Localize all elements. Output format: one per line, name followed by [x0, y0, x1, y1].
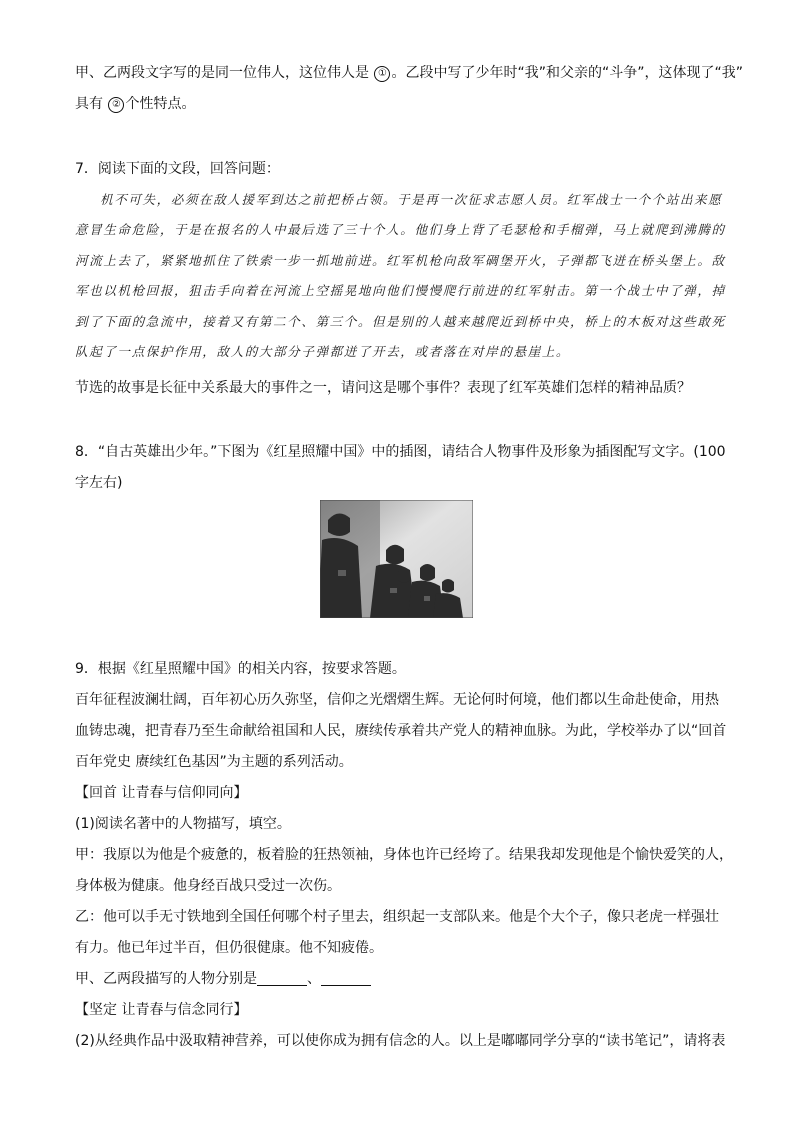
- passage-line: 军也以机枪回报，狙击手向着在河流上空摇晃地向他们慢慢爬行前进的红军射击。第一个战士中了弹，掉: [75, 283, 726, 299]
- passage-line: 河流上去了，紧紧地抓住了铁索一步一抓地前进。红军机枪向敌军碉堡开火，子弹都飞迸在桥头堡上。敌: [75, 252, 726, 268]
- answer-blank-2[interactable]: [321, 971, 371, 986]
- passage-line: 到了下面的急流中，接着又有第二个、第三个。但是别的人越来越爬近到桥中央，桥上的木板对这些敢死: [75, 313, 726, 329]
- q6-line-2: 具有 ② 个性特点。: [75, 96, 196, 112]
- sub-question-2: (2)从经典作品中汲取精神营养，可以使你成为拥有信念的人。以上是嘟嘟同学分享的“读书笔记”，请将表: [75, 1033, 726, 1049]
- q9-intro-line: 血铸忠魂，把青春乃至生命献给祖国和人民，赓续传承着共产党人的精神血脉。为此，学校举办了以“回首: [75, 723, 727, 739]
- passage-line: 意冒生命危险，于是在报名的人中最后选了三十个人。他们身上背了毛瑟枪和手榴弹，马上就爬到沸腾的: [75, 222, 726, 238]
- q6-line-1: 甲、乙两段文字写的是同一位伟人，这位伟人是 ① 。乙段中写了少年时“我”和父亲的“斗争”，这体现了“我”: [75, 65, 743, 81]
- answer-blank-1[interactable]: [257, 971, 307, 986]
- jia-line: 身体极为健康。他身经百战只受过一次伤。: [75, 878, 341, 894]
- sub-question-1: (1)阅读名著中的人物描写，填空。: [75, 816, 291, 832]
- jia-line: 甲：我原以为他是个疲惫的，板着脸的狂热领袖，身体也许已经垮了。结果我却发现他是个愉快爱笑的人，: [75, 847, 733, 863]
- red-army-youth-photo: [320, 500, 473, 618]
- q7-question-text: 节选的故事是长征中关系最大的事件之一，请问这是哪个事件？表现了红军英雄们怎样的精神品质？: [75, 380, 691, 396]
- q7-passage: [75, 185, 726, 367]
- q9-block: [75, 654, 733, 1057]
- q8-prompt: [75, 437, 726, 499]
- passage-line: 队起了一点保护作用，敌人的大部分子弹都迸了开去，或者落在对岸的悬崖上。: [75, 344, 571, 360]
- q7-heading: [75, 154, 723, 185]
- blank-1-marker: ①: [374, 66, 390, 82]
- yi-line: 有力。他已年过半百，但仍很健康。他不知疲倦。: [75, 940, 383, 956]
- blank-2-marker: ②: [108, 97, 124, 113]
- fill-in-line: 甲、乙两段描写的人物分别是 、: [75, 964, 723, 995]
- q7-heading-text: 7．阅读下面的文段，回答问题：: [75, 161, 280, 177]
- passage-line: 机不可失，必须在敌人援军到达之前把桥占领。于是再一次征求志愿人员。红军战士一个个站出来愿: [100, 192, 723, 207]
- yi-line: 乙：他可以手无寸铁地到全国任何哪个村子里去，组织起一支部队来。他是个大个子，像只老虎一样强壮: [75, 909, 719, 925]
- section-2-title: 【坚定 让青春与信念同行】: [75, 1002, 248, 1018]
- section-1-title: 【回首 让青春与信仰同向】: [75, 785, 248, 801]
- q8-line-2: 字左右): [75, 475, 123, 491]
- q7-question: [75, 373, 723, 404]
- q9-intro-line: 百年党史 赓续红色基因”为主题的系列活动。: [75, 754, 353, 770]
- q9-intro-line: 百年征程波澜壮阔，百年初心历久弥坚，信仰之光熠熠生辉。无论何时何境，他们都以生命赴使命，用热: [75, 692, 719, 708]
- q9-heading: 9．根据《红星照耀中国》的相关内容，按要求答题。: [75, 661, 406, 677]
- q6-tail: [75, 58, 743, 120]
- q8-line-1: 8．“自古英雄出少年。”下图为《红星照耀中国》中的插图，请结合人物事件及形象为插图配写文字。(100: [75, 444, 726, 460]
